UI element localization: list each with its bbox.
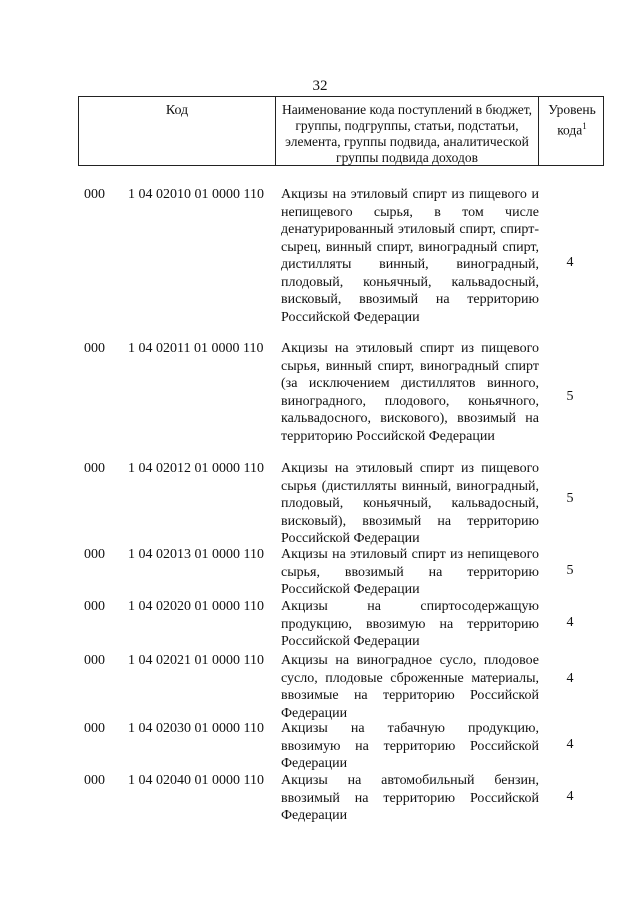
revenue-name: Акцизы на табачную продукцию, ввозимую на территорию Российской Федерации (281, 721, 539, 771)
revenue-code: 1 04 02013 01 0000 110 (128, 547, 264, 562)
header-level (539, 97, 605, 170)
code-level: 4 (566, 789, 574, 804)
revenue-name: Акцизы на виноградное сусло, плодовое сусло, плодовые сброженные материалы, ввозимые на территорию Российской Федерации (281, 653, 539, 721)
revenue-code: 1 04 02012 01 0000 110 (128, 461, 264, 476)
header-code: Код (79, 97, 276, 165)
table-row (84, 546, 604, 598)
admin-code: 000 (84, 547, 105, 562)
table-header (78, 96, 604, 166)
table-row (84, 772, 604, 824)
table-body (84, 186, 604, 824)
code-level: 5 (566, 389, 574, 404)
table-row (84, 460, 604, 546)
table-row (84, 720, 604, 772)
revenue-code: 1 04 02010 01 0000 110 (128, 187, 264, 202)
revenue-code: 1 04 02030 01 0000 110 (128, 721, 264, 736)
code-level: 5 (566, 491, 574, 506)
table-row (84, 598, 604, 652)
admin-code: 000 (84, 599, 105, 614)
revenue-name: Акцизы на этиловый спирт из пищевого сырья, винный спирт, виноградный спирт (за исключением дистиллятов винного, виноградного, плодового, коньячного, кальвадосного, вискового), ввозимый на территорию Российской Федерации (281, 341, 539, 444)
table-row (84, 340, 604, 460)
admin-code: 000 (84, 773, 105, 788)
code-level: 4 (566, 737, 574, 752)
revenue-name: Акцизы на этиловый спирт из пищевого сырья (дистилляты винный, виноградный, плодовый, коньячный, кальвадосный, висковый), ввозимый на территорию Российской Федерации (281, 461, 539, 546)
code-level: 4 (566, 671, 574, 686)
revenue-name: Акцизы на автомобильный бензин, ввозимый на территорию Российской Федерации (281, 773, 539, 823)
footnote-marker: 1 (582, 121, 587, 131)
code-level: 4 (566, 255, 574, 270)
admin-code: 000 (84, 653, 105, 668)
page-number: 32 (312, 78, 328, 94)
header-name: Наименование кода поступлений в бюджет, группы, подгруппы, статьи, подстатьи, элемента, группы подвида, аналитической группы подвида доходов (276, 97, 539, 165)
header-level-label: Уровень кода (548, 102, 596, 138)
revenue-name: Акцизы на спиртосодержащую продукцию, ввозимую на территорию Российской Федерации (281, 599, 539, 649)
code-level: 5 (566, 563, 574, 578)
revenue-name: Акцизы на этиловый спирт из пищевого и непищевого сырья, в том числе денатурированный этиловый спирт, спирт-сырец, винный спирт, виноградный спирт, дистилляты винный, виноградный, плодовый, коньячный, кальвадосный, висковый, ввозимый на территорию Российской Федерации (281, 187, 539, 325)
table-row (84, 186, 604, 340)
revenue-code: 1 04 02040 01 0000 110 (128, 773, 264, 788)
table-row (84, 652, 604, 720)
admin-code: 000 (84, 721, 105, 736)
revenue-name: Акцизы на этиловый спирт из непищевого сырья, ввозимый на территорию Российской Федерации (281, 547, 539, 597)
code-level: 4 (566, 615, 574, 630)
revenue-code: 1 04 02020 01 0000 110 (128, 599, 264, 614)
admin-code: 000 (84, 187, 105, 202)
revenue-code: 1 04 02011 01 0000 110 (128, 341, 264, 356)
admin-code: 000 (84, 461, 105, 476)
admin-code: 000 (84, 341, 105, 356)
revenue-code: 1 04 02021 01 0000 110 (128, 653, 264, 668)
